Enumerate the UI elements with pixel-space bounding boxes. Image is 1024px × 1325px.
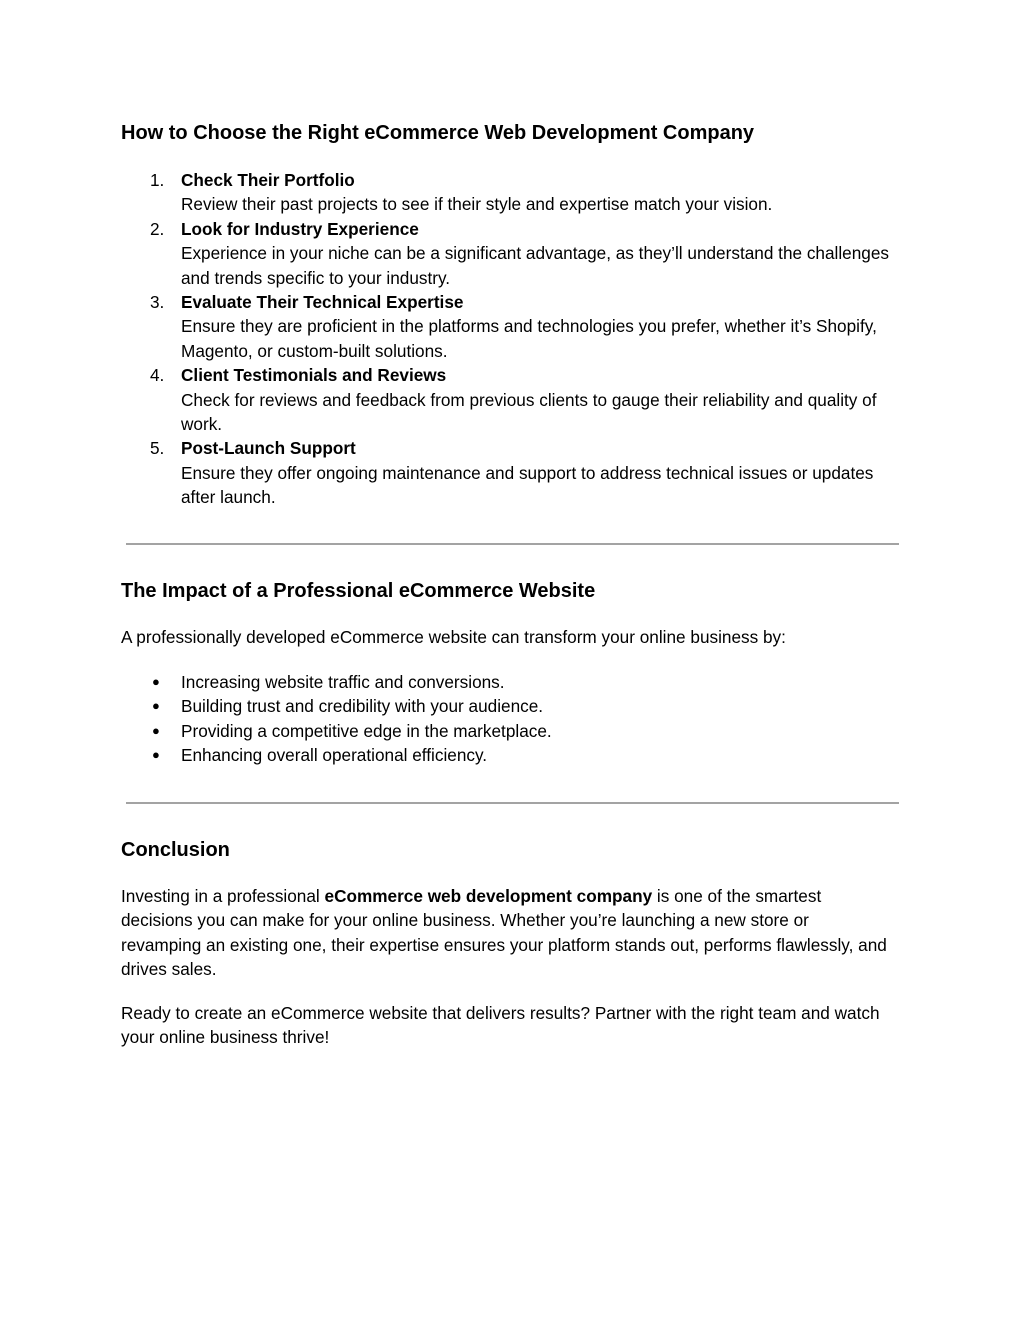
list-item-description: Experience in your niche can be a significant advantage, as they’ll understand the challenges and trends specific to your industry.: [181, 243, 890, 288]
list-number: 4.: [150, 365, 165, 386]
section-heading-choose-company: How to Choose the Right eCommerce Web Development Company: [121, 122, 755, 144]
bullet-text: Providing a competitive edge in the marketplace.: [181, 720, 552, 741]
section-heading-conclusion: Conclusion: [121, 839, 230, 861]
list-item: [121, 743, 901, 767]
bullet-dot-icon: ●: [152, 674, 160, 689]
list-item-title: Post-Launch Support: [181, 438, 356, 459]
bullet-dot-icon: ●: [152, 698, 160, 714]
list-item-title: Check Their Portfolio: [181, 170, 355, 190]
list-item-title: Look for Industry Experience: [181, 218, 419, 239]
conclusion-keyword-bold: eCommerce web development company: [324, 886, 653, 906]
bullet-list: [121, 670, 901, 768]
impact-intro-paragraph: A professionally developed eCommerce website can transform your online business by:: [121, 627, 786, 647]
bullet-text: Building trust and credibility with your audience.: [181, 696, 544, 717]
list-item: [121, 694, 901, 718]
list-number: 5.: [150, 438, 165, 459]
list-item-description: Check for reviews and feedback from previous clients to gauge their reliability and quality of work.: [181, 389, 877, 435]
list-item: [121, 168, 901, 217]
conclusion-paragraph: [121, 884, 891, 982]
list-number: 3.: [150, 292, 165, 313]
bullet-text: Increasing website traffic and conversions.: [181, 672, 505, 692]
list-item-description: Ensure they are proficient in the platforms and technologies you prefer, whether it’s Shopify, Magento, or custom-built solutions.: [181, 316, 877, 361]
conclusion-text-start: Investing in a professional: [121, 886, 325, 906]
list-item: [121, 719, 901, 743]
list-item-description: Ensure they offer ongoing maintenance and support to address technical issues or updates after launch.: [181, 462, 874, 508]
list-item: [121, 436, 901, 509]
list-item-title: Client Testimonials and Reviews: [181, 365, 447, 386]
horizontal-divider: [126, 802, 899, 804]
numbered-list: [121, 168, 901, 510]
call-to-action-paragraph: Ready to create an eCommerce website that delivers results? Partner with the right team and watch your online business thrive!: [121, 1003, 880, 1048]
list-number: 2.: [150, 218, 165, 239]
list-item: [121, 290, 901, 363]
horizontal-divider: [126, 543, 899, 545]
list-item: [121, 363, 901, 436]
section-heading-impact: The Impact of a Professional eCommerce Website: [121, 580, 596, 602]
list-item: [121, 670, 901, 694]
list-item: [121, 217, 901, 290]
bullet-dot-icon: ●: [152, 722, 160, 738]
list-number: 1.: [150, 170, 165, 190]
list-item-title: Evaluate Their Technical Expertise: [181, 292, 464, 313]
conclusion-text-end: is one of the smartest decisions you can make for your online business. Whether you’re launching a new store or revamping an existing one, their expertise ensures your platform stands out, performs flawlessly, and drives sales.: [121, 886, 887, 980]
list-item-description: Review their past projects to see if their style and expertise match your vision.: [181, 194, 773, 215]
bullet-dot-icon: ●: [152, 747, 160, 763]
bullet-text: Enhancing overall operational efficiency.: [181, 745, 488, 766]
